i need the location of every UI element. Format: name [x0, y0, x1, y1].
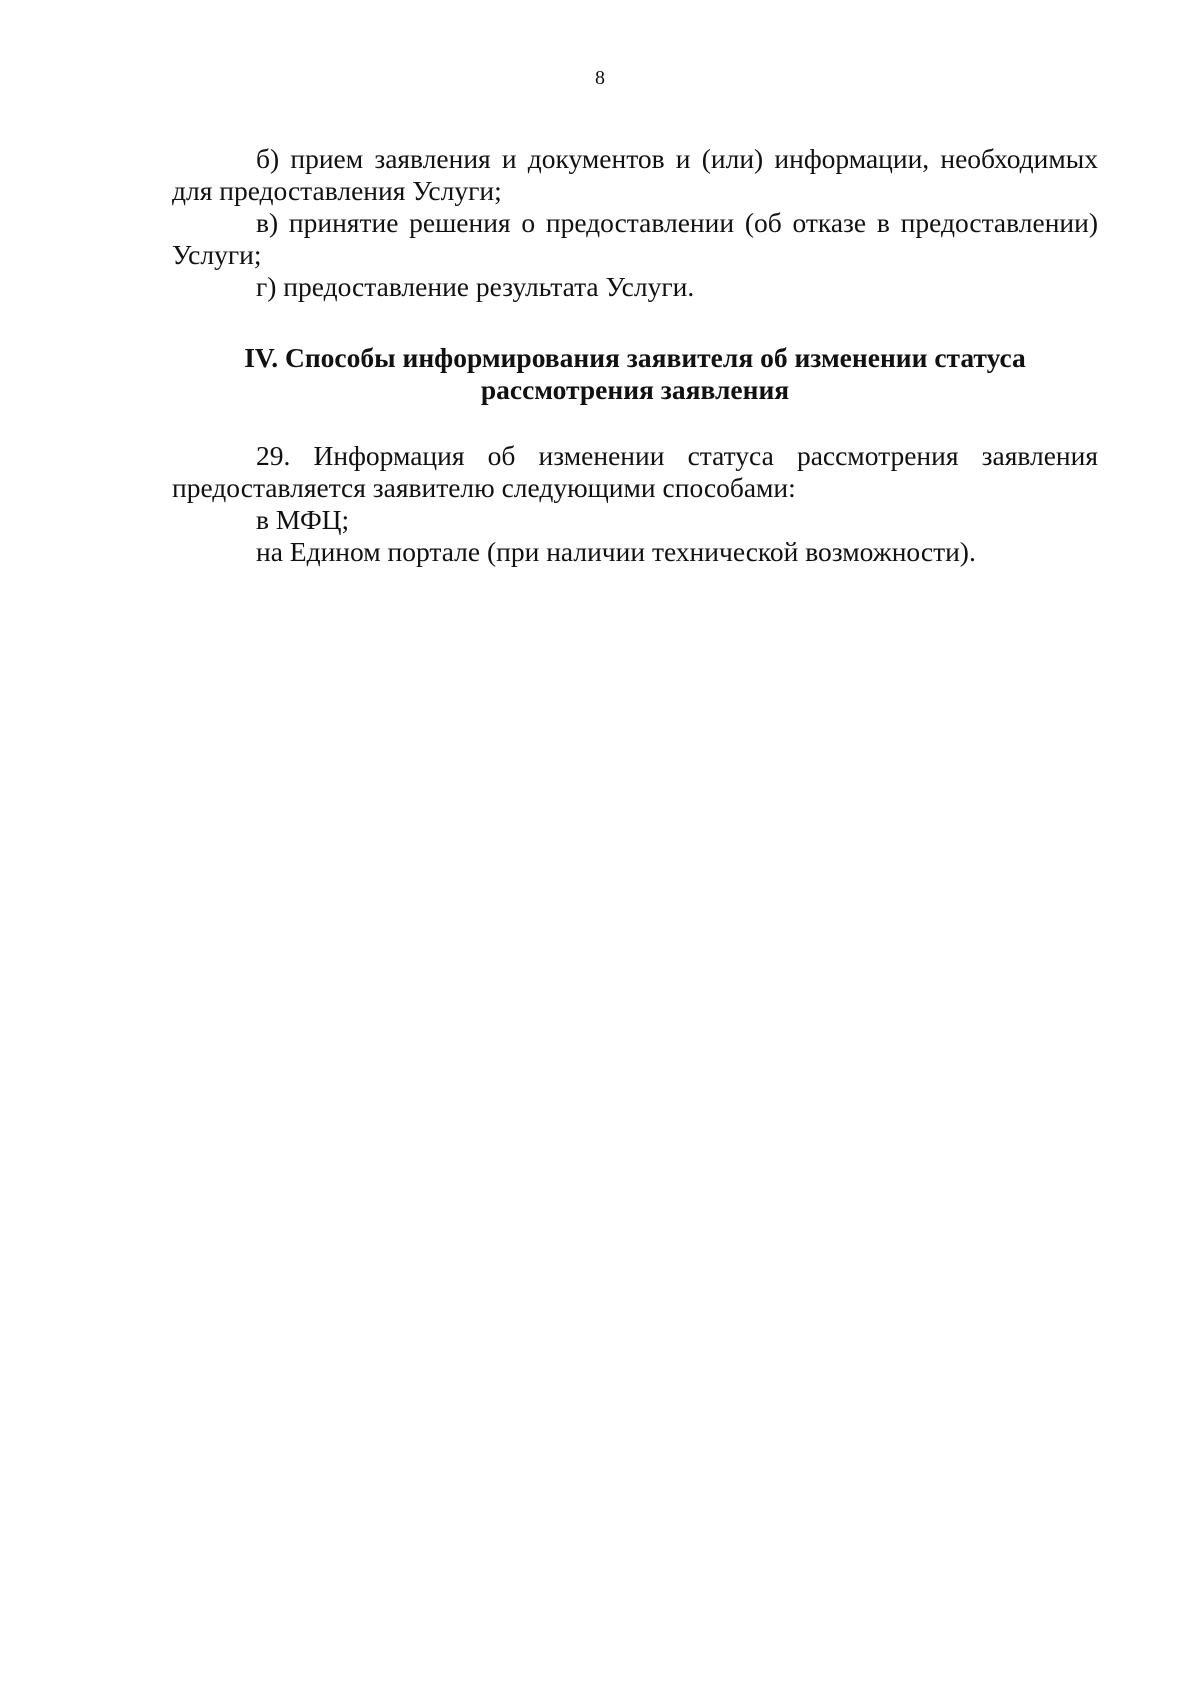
list-item-v: в) принятие решения о предоставлении (об отказе в предоставлении) Услуги; — [172, 207, 1098, 270]
section-heading — [172, 342, 1098, 406]
paragraph-29-option-2: на Едином портале (при наличии технической возможности). — [256, 536, 976, 567]
paragraph-29-option-1: в МФЦ; — [256, 504, 350, 535]
page-number: 8 — [595, 67, 605, 89]
paragraph-29-block — [172, 440, 1098, 568]
list-block — [172, 143, 1098, 303]
paragraph-29-text: 29. Информация об изменении статуса рассмотрения заявления предоставляется заявителю следующими способами: — [172, 440, 1098, 503]
section-heading-line-1: IV. Способы информирования заявителя об изменении статуса — [244, 342, 1026, 373]
list-item-b: б) прием заявления и документов и (или) информации, необходимых для предоставления Услуги; — [172, 143, 1098, 206]
list-item-g: г) предоставление результата Услуги. — [256, 271, 695, 302]
section-heading-line-2: рассмотрения заявления — [480, 374, 790, 405]
